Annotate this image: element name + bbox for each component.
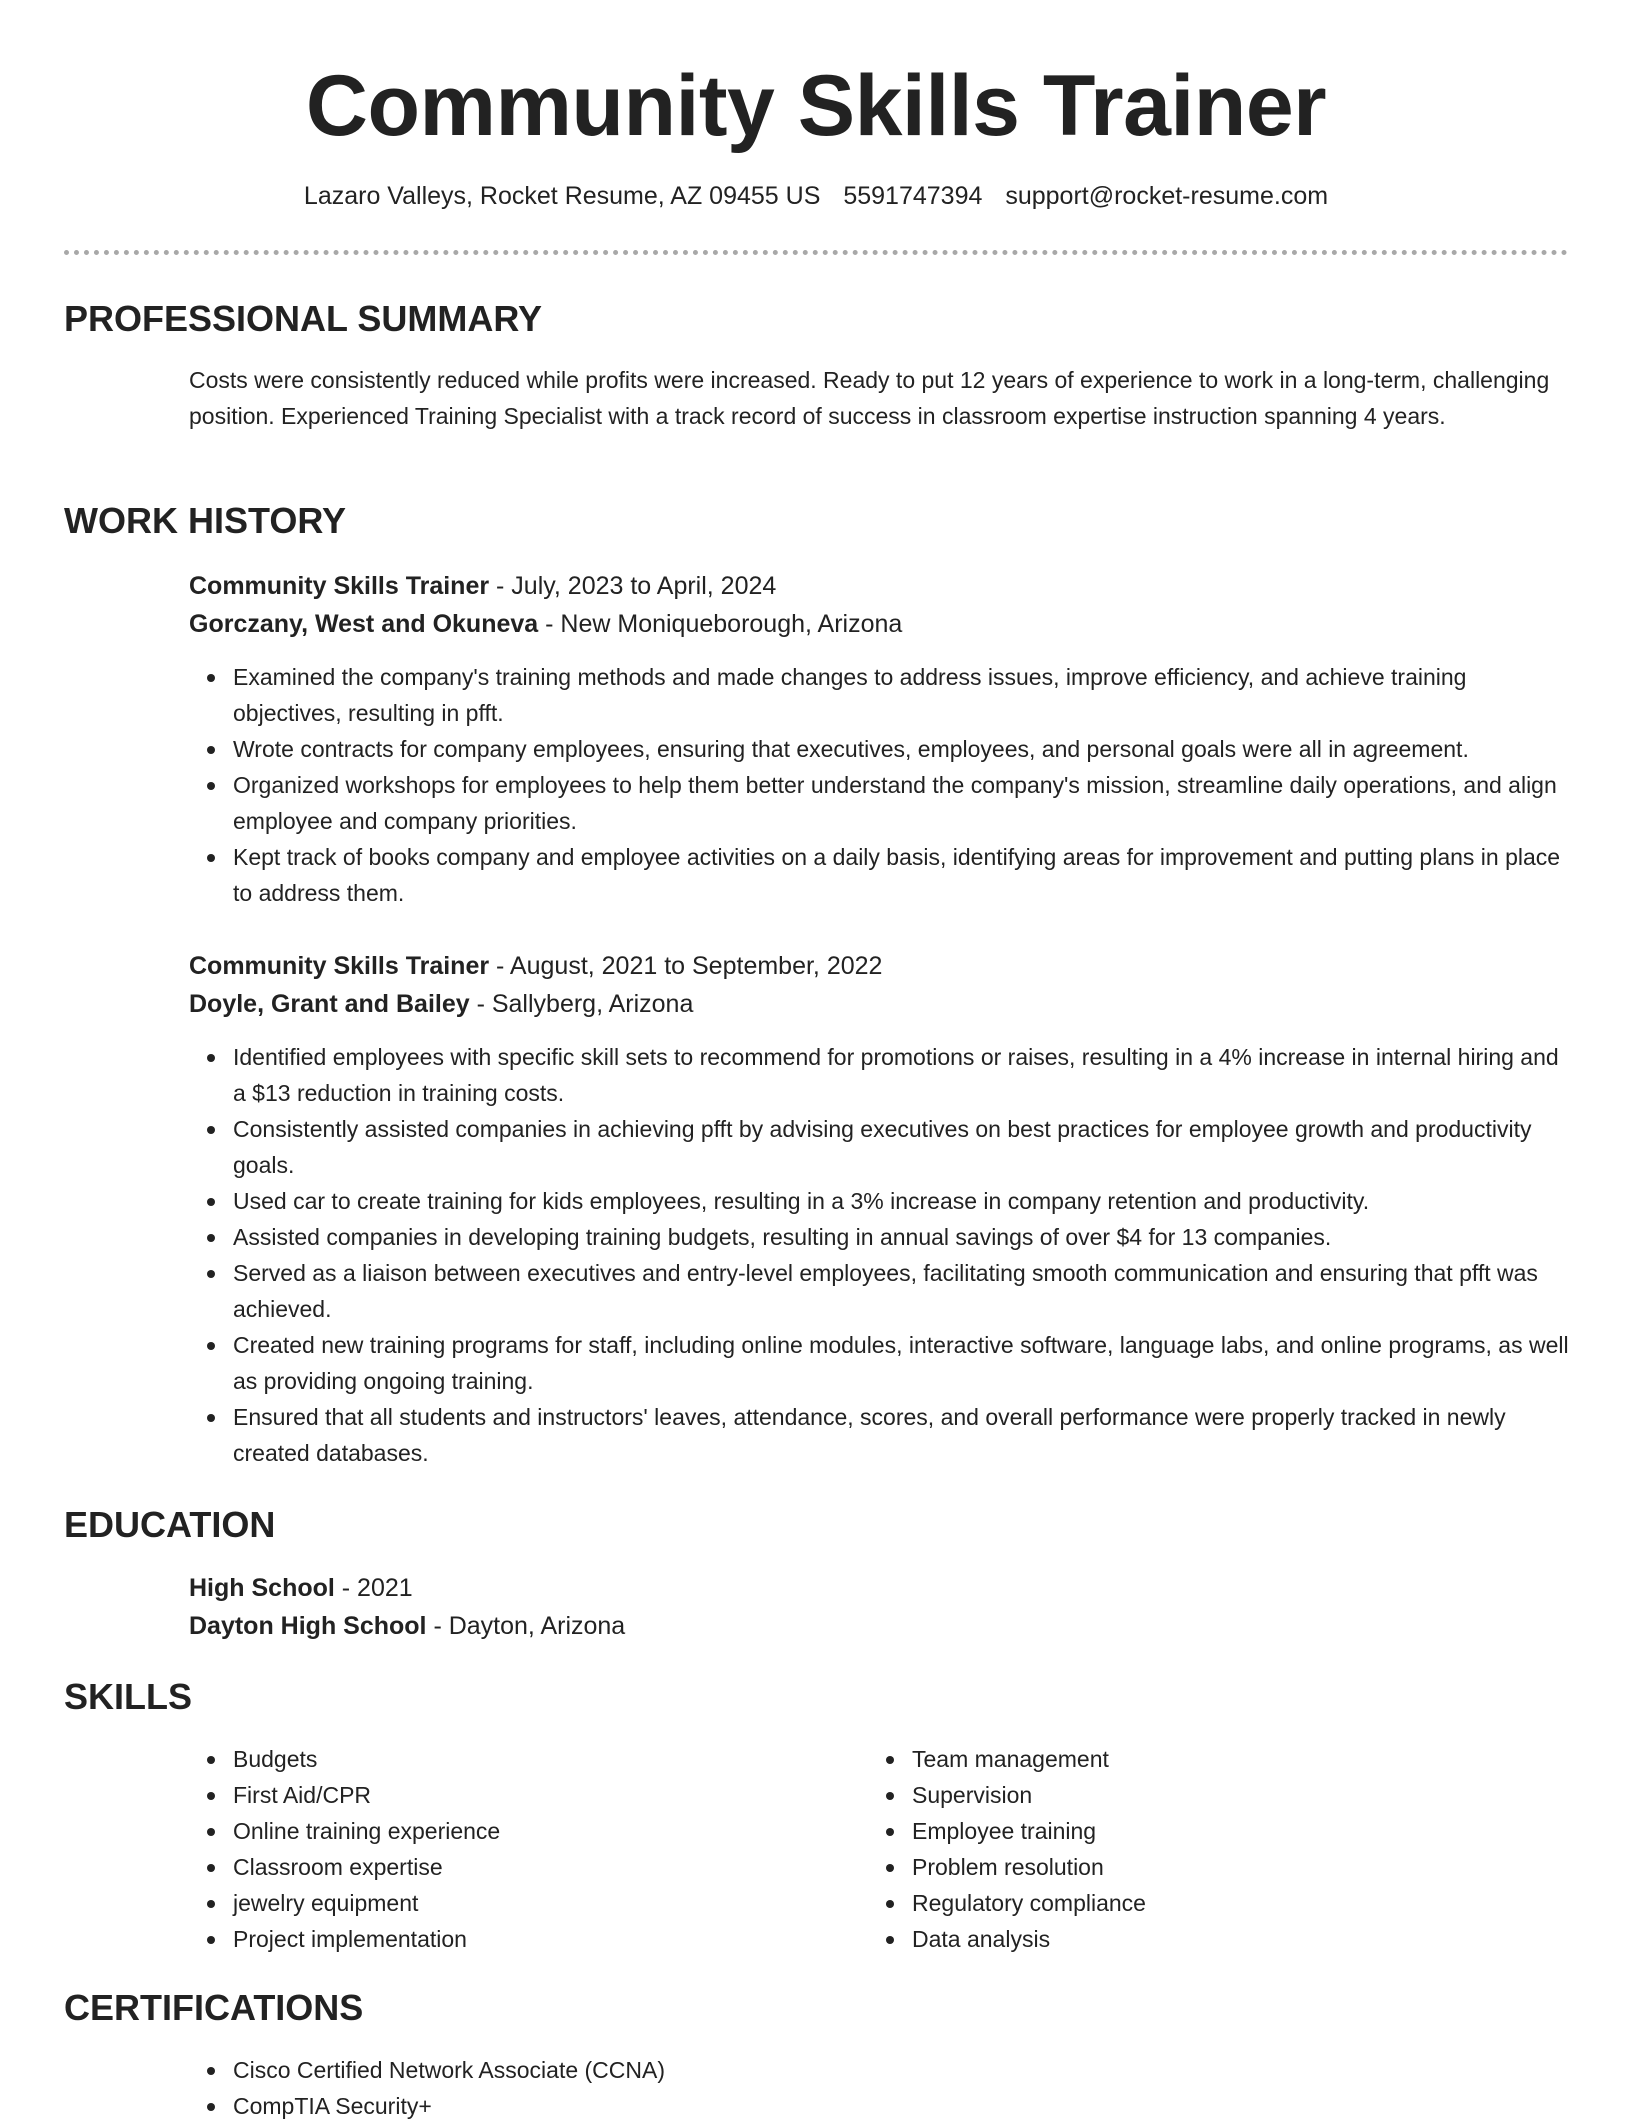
job-company-line [189,605,1569,643]
education-school-line [189,1607,1569,1645]
list-item: Organized workshops for employees to help them better understand the company's mission, streamline daily operations, and align employee and company priorities. [189,767,1569,839]
job-role-line [189,947,1569,985]
certification-item: CompTIA Security+ [189,2088,1569,2124]
skill-item: Budgets [189,1741,809,1777]
skills-heading: SKILLS [64,1676,193,1717]
skill-item: Regulatory compliance [868,1885,1488,1921]
skill-item: Problem resolution [868,1849,1488,1885]
list-item: Kept track of books company and employee activities on a daily basis, identifying areas for improvement and putting plans in place to address them. [189,839,1569,911]
education-year: - 2021 [334,1574,413,1602]
list-item: Examined the company's training methods and made changes to address issues, improve efficiency, and achieve training objectives, resulting in pfft. [189,659,1569,731]
summary-heading: PROFESSIONAL SUMMARY [64,298,543,339]
skill-item: Data analysis [868,1921,1488,1957]
skill-item: Online training experience [189,1813,809,1849]
job-entry-2 [189,947,1569,1471]
contact-phone: 5591747394 [843,182,983,210]
header-divider [64,250,1568,255]
work-history-heading: WORK HISTORY [64,500,347,541]
contact-email: support@rocket-resume.com [1005,182,1329,210]
job-entry-1 [189,567,1569,911]
job-bullets [189,1039,1569,1471]
skill-item: Supervision [868,1777,1488,1813]
certifications-heading: CERTIFICATIONS [64,1987,364,2028]
education-entry [189,1569,1569,1645]
list-item: Consistently assisted companies in achieving pfft by advising executives on best practices for employee growth and productivity goals. [189,1111,1569,1183]
certifications-list [189,2052,1569,2124]
certifications-section [189,2052,1569,2124]
skills-list-left [189,1741,809,1957]
skill-item: jewelry equipment [189,1885,809,1921]
summary-section [189,362,1569,434]
job-role-line [189,567,1569,605]
skill-item: Team management [868,1741,1488,1777]
job-location: - Sallyberg, Arizona [469,990,694,1018]
list-item: Wrote contracts for company employees, ensuring that executives, employees, and personal goals were all in agreement. [189,731,1569,767]
job-company: Gorczany, West and Okuneva [189,610,539,638]
contact-line [0,178,1632,214]
contact-address: Lazaro Valleys, Rocket Resume, AZ 09455 US [303,182,821,210]
list-item: Identified employees with specific skill sets to recommend for promotions or raises, resulting in a 4% increase in internal hiring and a $13 reduction in training costs. [189,1039,1569,1111]
education-heading: EDUCATION [64,1504,276,1545]
education-school: Dayton High School [189,1612,427,1640]
job-title: Community Skills Trainer [189,572,490,600]
list-item: Served as a liaison between executives and entry-level employees, facilitating smooth communication and ensuring that pfft was achieved. [189,1255,1569,1327]
skill-item: Classroom expertise [189,1849,809,1885]
job-company: Doyle, Grant and Bailey [189,990,470,1018]
skill-item: First Aid/CPR [189,1777,809,1813]
job-company-line [189,985,1569,1023]
job-dates: - July, 2023 to April, 2024 [489,572,777,600]
resume-name: Community Skills Trainer [305,58,1327,154]
job-bullets [189,659,1569,911]
skills-list-right [868,1741,1488,1957]
list-item: Assisted companies in developing training budgets, resulting in annual savings of over $4 for 13 companies. [189,1219,1569,1255]
job-location: - New Moniqueborough, Arizona [538,610,903,638]
job-dates: - August, 2021 to September, 2022 [489,952,883,980]
list-item: Ensured that all students and instructors' leaves, attendance, scores, and overall performance were properly tracked in newly created databases. [189,1399,1569,1471]
skill-item: Project implementation [189,1921,809,1957]
certification-item: Cisco Certified Network Associate (CCNA) [189,2052,1569,2088]
list-item: Used car to create training for kids employees, resulting in a 3% increase in company retention and productivity. [189,1183,1569,1219]
skill-item: Employee training [868,1813,1488,1849]
skills-right-column [868,1741,1488,1957]
education-degree-line [189,1569,1569,1607]
skills-left-column [189,1741,809,1957]
education-location: - Dayton, Arizona [426,1612,626,1640]
education-degree: High School [189,1574,335,1602]
list-item: Created new training programs for staff, including online modules, interactive software, language labs, and online programs, as well as providing ongoing training. [189,1327,1569,1399]
job-title: Community Skills Trainer [189,952,490,980]
summary-text: Costs were consistently reduced while profits were increased. Ready to put 12 years of experience to work in a long-term, challenging position. Experienced Training Specialist with a track record of success in classroom expertise instruction spanning 4 years. [189,367,1550,429]
